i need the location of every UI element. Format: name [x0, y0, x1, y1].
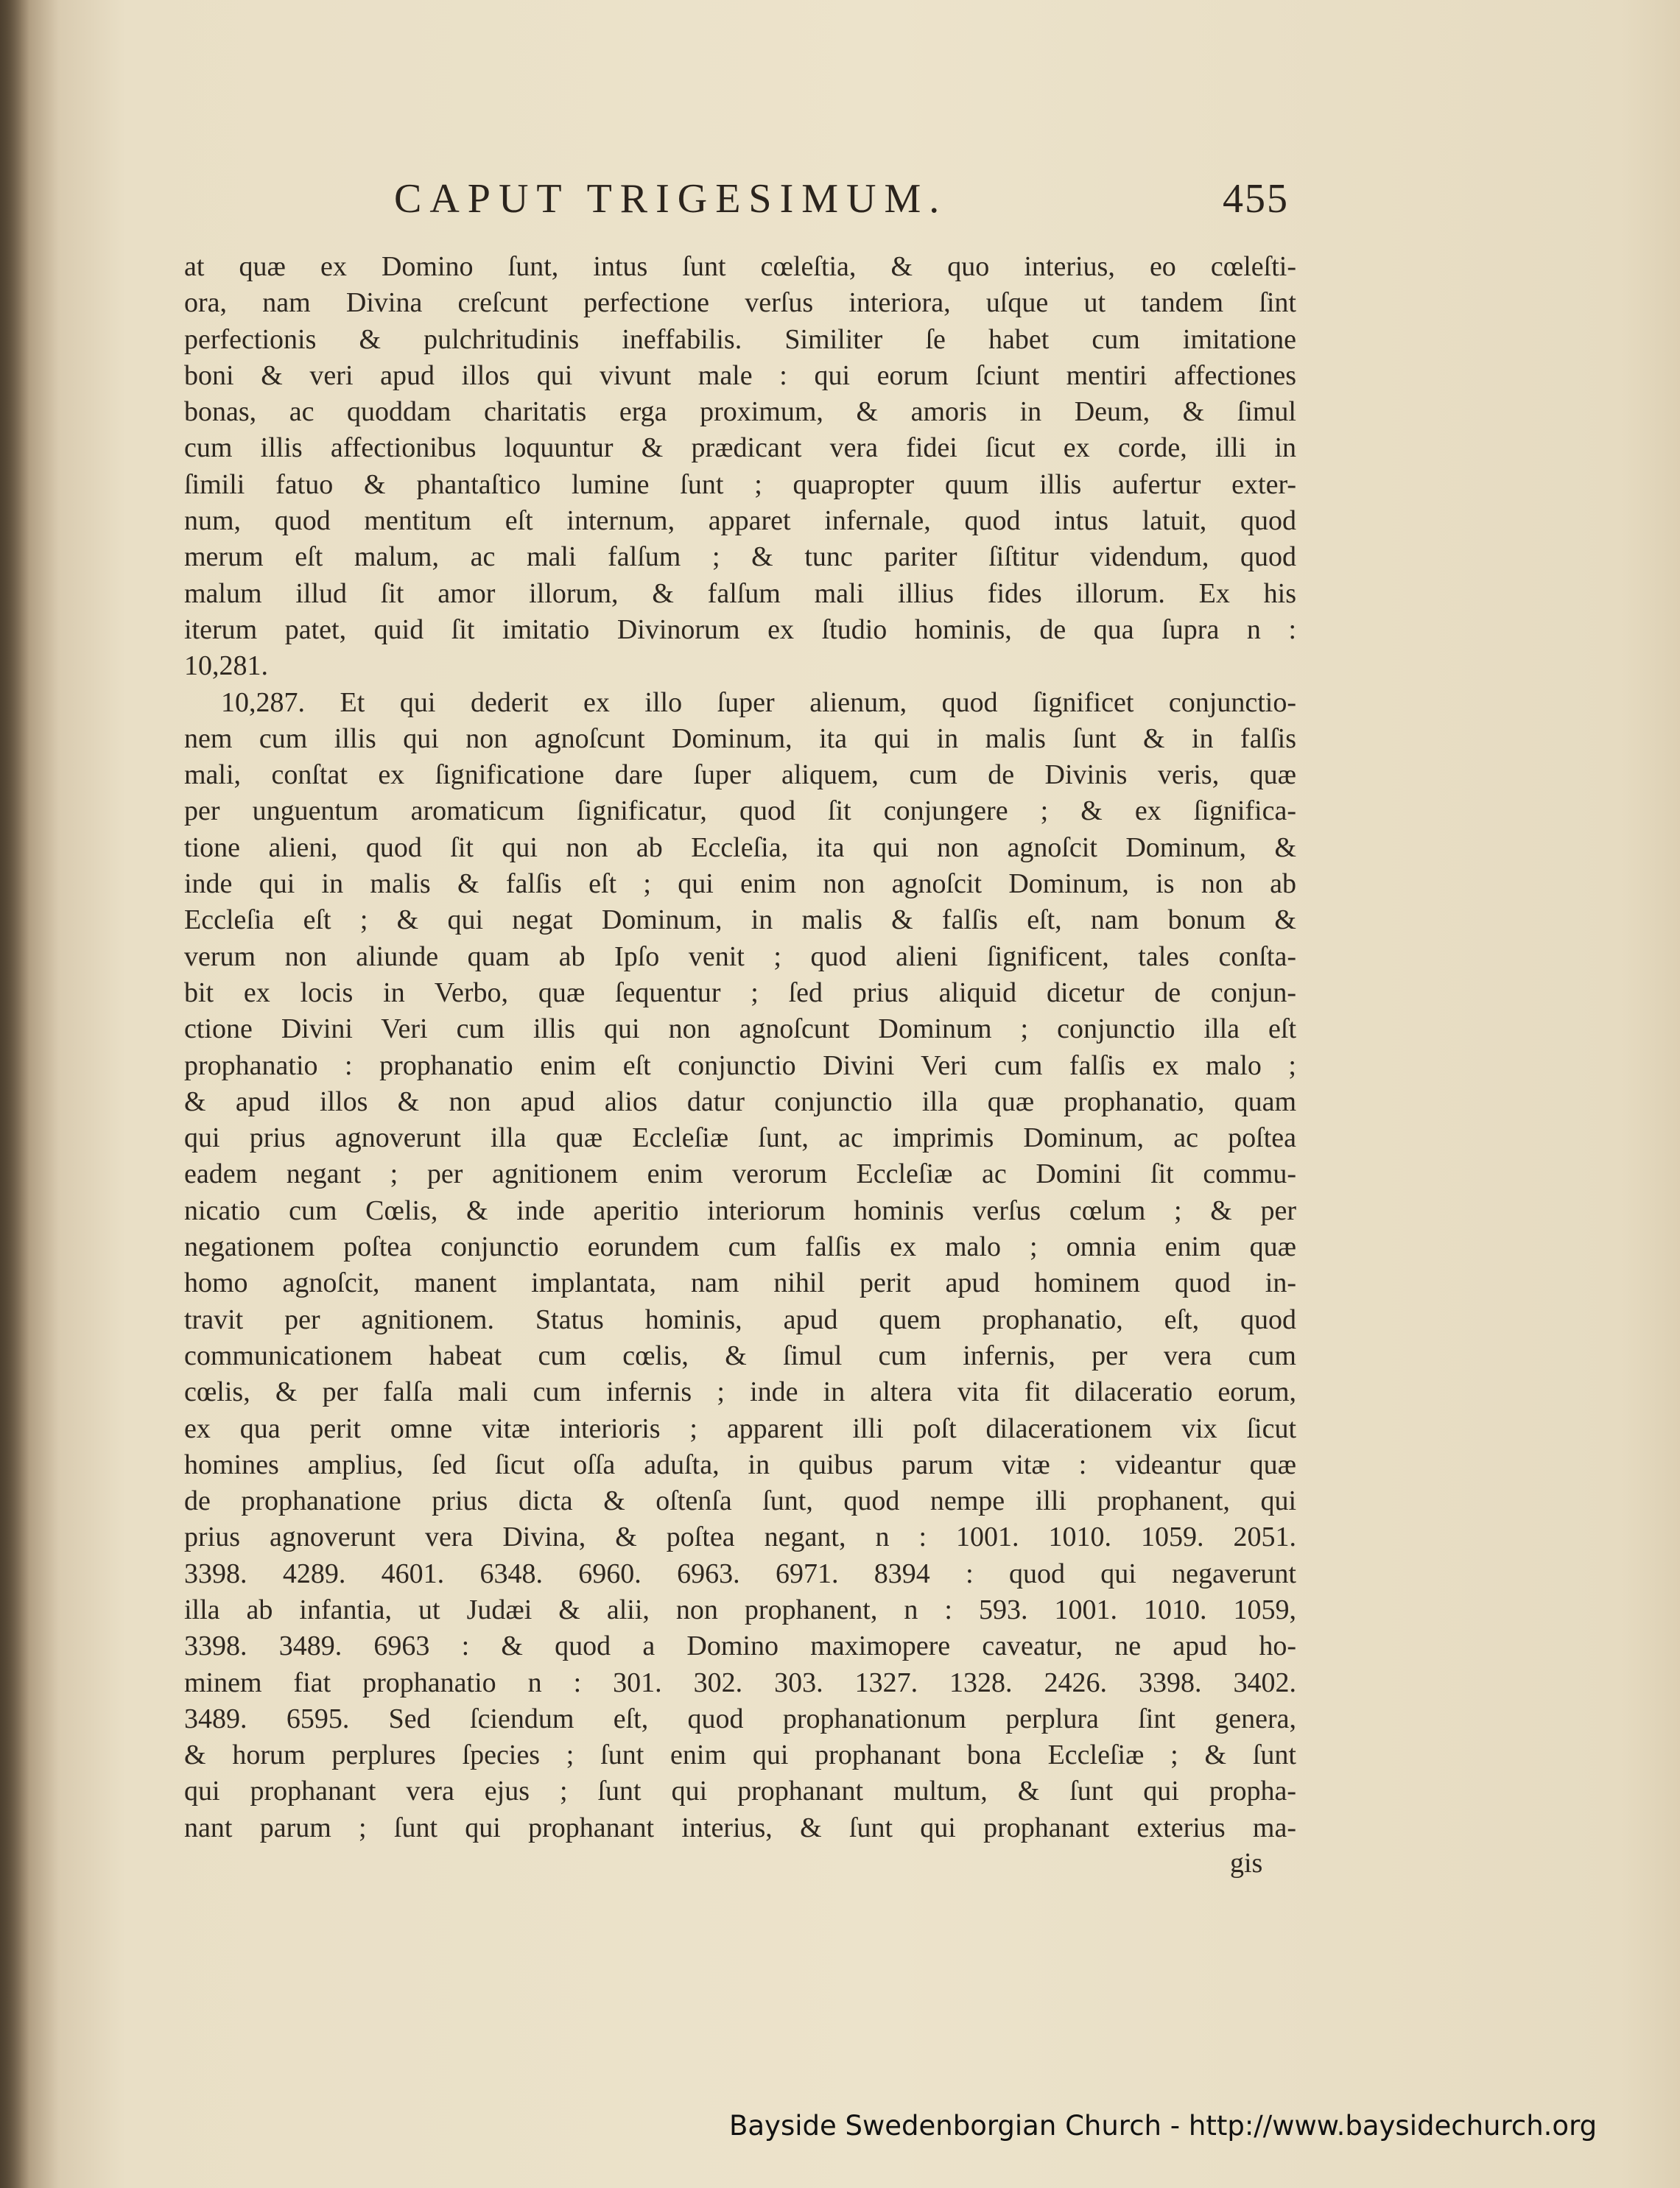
text-line: 3489. 6595. Sed ſciendum eſt, quod prophanationum perplura ſint genera,: [184, 1703, 1296, 1734]
text-line: bit ex locis in Verbo, quæ ſequentur ; ſed prius aliquid dicetur de conjun-: [184, 977, 1296, 1008]
catchword: gis: [1230, 1848, 1263, 1879]
text-line: negationem poſtea conjunctio eorundem cum falſis ex malo ; omnia enim quæ: [184, 1231, 1296, 1263]
text-line: 10,281.: [184, 650, 268, 682]
text-line: 3398. 4289. 4601. 6348. 6960. 6963. 6971. 8394 : quod qui negaverunt: [184, 1558, 1296, 1589]
text-line: merum eſt malum, ac mali falſum ; & tunc pariter ſiſtitur videndum, quod: [184, 541, 1296, 573]
text-line: prophanatio : prophanatio enim eſt conjunctio Divini Veri cum falſis ex malo ;: [184, 1049, 1296, 1081]
text-line: nant parum ; ſunt qui prophanant interius, & ſunt qui prophanant exterius ma-: [184, 1812, 1296, 1843]
text-line: minem fiat prophanatio n : 301. 302. 303. 1327. 1328. 2426. 3398. 3402.: [184, 1667, 1296, 1698]
text-line: de prophanatione prius dicta & oſtenſa ſunt, quod nempe illi prophanent, qui: [184, 1485, 1296, 1517]
text-line: cœlis, & per falſa mali cum infernis ; inde in altera vita fit dilaceratio eorum,: [184, 1376, 1296, 1408]
text-line: num, quod mentitum eſt internum, apparet infernale, quod intus latuit, quod: [184, 505, 1296, 537]
body-text: [184, 249, 1296, 1846]
page-number: 455: [1223, 176, 1289, 222]
text-line: cum illis affectionibus loquuntur & prædicant vera fidei ſicut ex corde, illi in: [184, 432, 1296, 464]
text-line: ex qua perit omne vitæ interioris ; apparent illi poſt dilacerationem vix ſicut: [184, 1413, 1296, 1444]
text-line: ſimili fatuo & phantaſtico lumine ſunt ; quapropter quum illis aufertur exter-: [184, 468, 1296, 500]
text-line: iterum patet, quid ſit imitatio Divinorum ex ſtudio hominis, de qua ſupra n :: [184, 613, 1296, 645]
text-line: nem cum illis qui non agnoſcunt Dominum, ita qui in malis ſunt & in falſis: [184, 722, 1296, 754]
paragraph-start-line: 10,287. Et qui dederit ex illo ſuper alienum, quod ſignificet conjunctio-: [221, 686, 1296, 718]
spine-shadow: [0, 0, 29, 2188]
text-line: 3398. 3489. 6963 : & quod a Domino maximopere caveatur, ne apud ho-: [184, 1631, 1296, 1662]
text-line: mali, conſtat ex ſignificatione dare ſuper aliquem, cum de Divinis veris, quæ: [184, 759, 1296, 791]
text-line: ora, nam Divina creſcunt perfectione verſus interiora, uſque ut tandem ſint: [184, 287, 1296, 319]
text-line: verum non aliunde quam ab Ipſo venit ; quod alieni ſignificent, tales conſta-: [184, 940, 1296, 972]
text-line: per unguentum aromaticum ſignificatur, quod ſit conjungere ; & ex ſignifica-: [184, 795, 1296, 827]
text-line: & horum perplures ſpecies ; ſunt enim qui prophanant bona Eccleſiæ ; & ſunt: [184, 1740, 1296, 1771]
text-line: Eccleſia eſt ; & qui negat Dominum, in malis & falſis eſt, nam bonum &: [184, 904, 1296, 936]
text-line: qui prophanant vera ejus ; ſunt qui prophanant multum, & ſunt qui propha-: [184, 1776, 1296, 1807]
text-line: communicationem habeat cum cœlis, & ſimul cum infernis, per vera cum: [184, 1340, 1296, 1371]
text-line: nicatio cum Cœlis, & inde aperitio interiorum hominis verſus cœlum ; & per: [184, 1195, 1296, 1226]
text-line: bonas, ac quoddam charitatis erga proximum, & amoris in Deum, & ſimul: [184, 396, 1296, 428]
page-header: [394, 175, 1289, 228]
running-title: CAPUT TRIGESIMUM.: [394, 176, 948, 222]
text-line: eadem negant ; per agnitionem enim verorum Eccleſiæ ac Domini ſit commu-: [184, 1158, 1296, 1190]
text-line: tione alieni, quod ſit qui non ab Eccleſia, ita qui non agnoſcit Dominum, &: [184, 831, 1296, 863]
text-line: homo agnoſcit, manent implantata, nam nihil perit apud hominem quod in-: [184, 1267, 1296, 1299]
watermark-caption: Bayside Swedenborgian Church - http://www.baysidechurch.org: [729, 2110, 1598, 2142]
text-line: ctione Divini Veri cum illis qui non agnoſcunt Dominum ; conjunctio illa eſt: [184, 1013, 1296, 1045]
text-line: at quæ ex Domino ſunt, intus ſunt cœleſtia, & quo interius, eo cœleſti-: [184, 251, 1296, 282]
text-line: homines amplius, ſed ſicut oſſa aduſta, in quibus parum vitæ : videantur quæ: [184, 1449, 1296, 1480]
text-line: malum illud ſit amor illorum, & falſum mali illius fides illorum. Ex his: [184, 577, 1296, 609]
text-line: prius agnoverunt vera Divina, & poſtea negant, n : 1001. 1010. 1059. 2051.: [184, 1522, 1296, 1553]
text-line: qui prius agnoverunt illa quæ Eccleſiæ ſunt, ac imprimis Dominum, ac poſtea: [184, 1122, 1296, 1154]
text-line: perfectionis & pulchritudinis ineffabilis. Similiter ſe habet cum imitatione: [184, 323, 1296, 355]
text-line: & apud illos & non apud alios datur conjunctio illa quæ prophanatio, quam: [184, 1086, 1296, 1117]
text-line: illa ab infantia, ut Judæi & alii, non prophanent, n : 593. 1001. 1010. 1059,: [184, 1594, 1296, 1625]
text-line: travit per agnitionem. Status hominis, apud quem prophanatio, eſt, quod: [184, 1304, 1296, 1335]
text-line: boni & veri apud illos qui vivunt male : qui eorum ſciunt mentiri affectiones: [184, 359, 1296, 391]
text-line: inde qui in malis & falſis eſt ; qui enim non agnoſcit Dominum, is non ab: [184, 868, 1296, 900]
